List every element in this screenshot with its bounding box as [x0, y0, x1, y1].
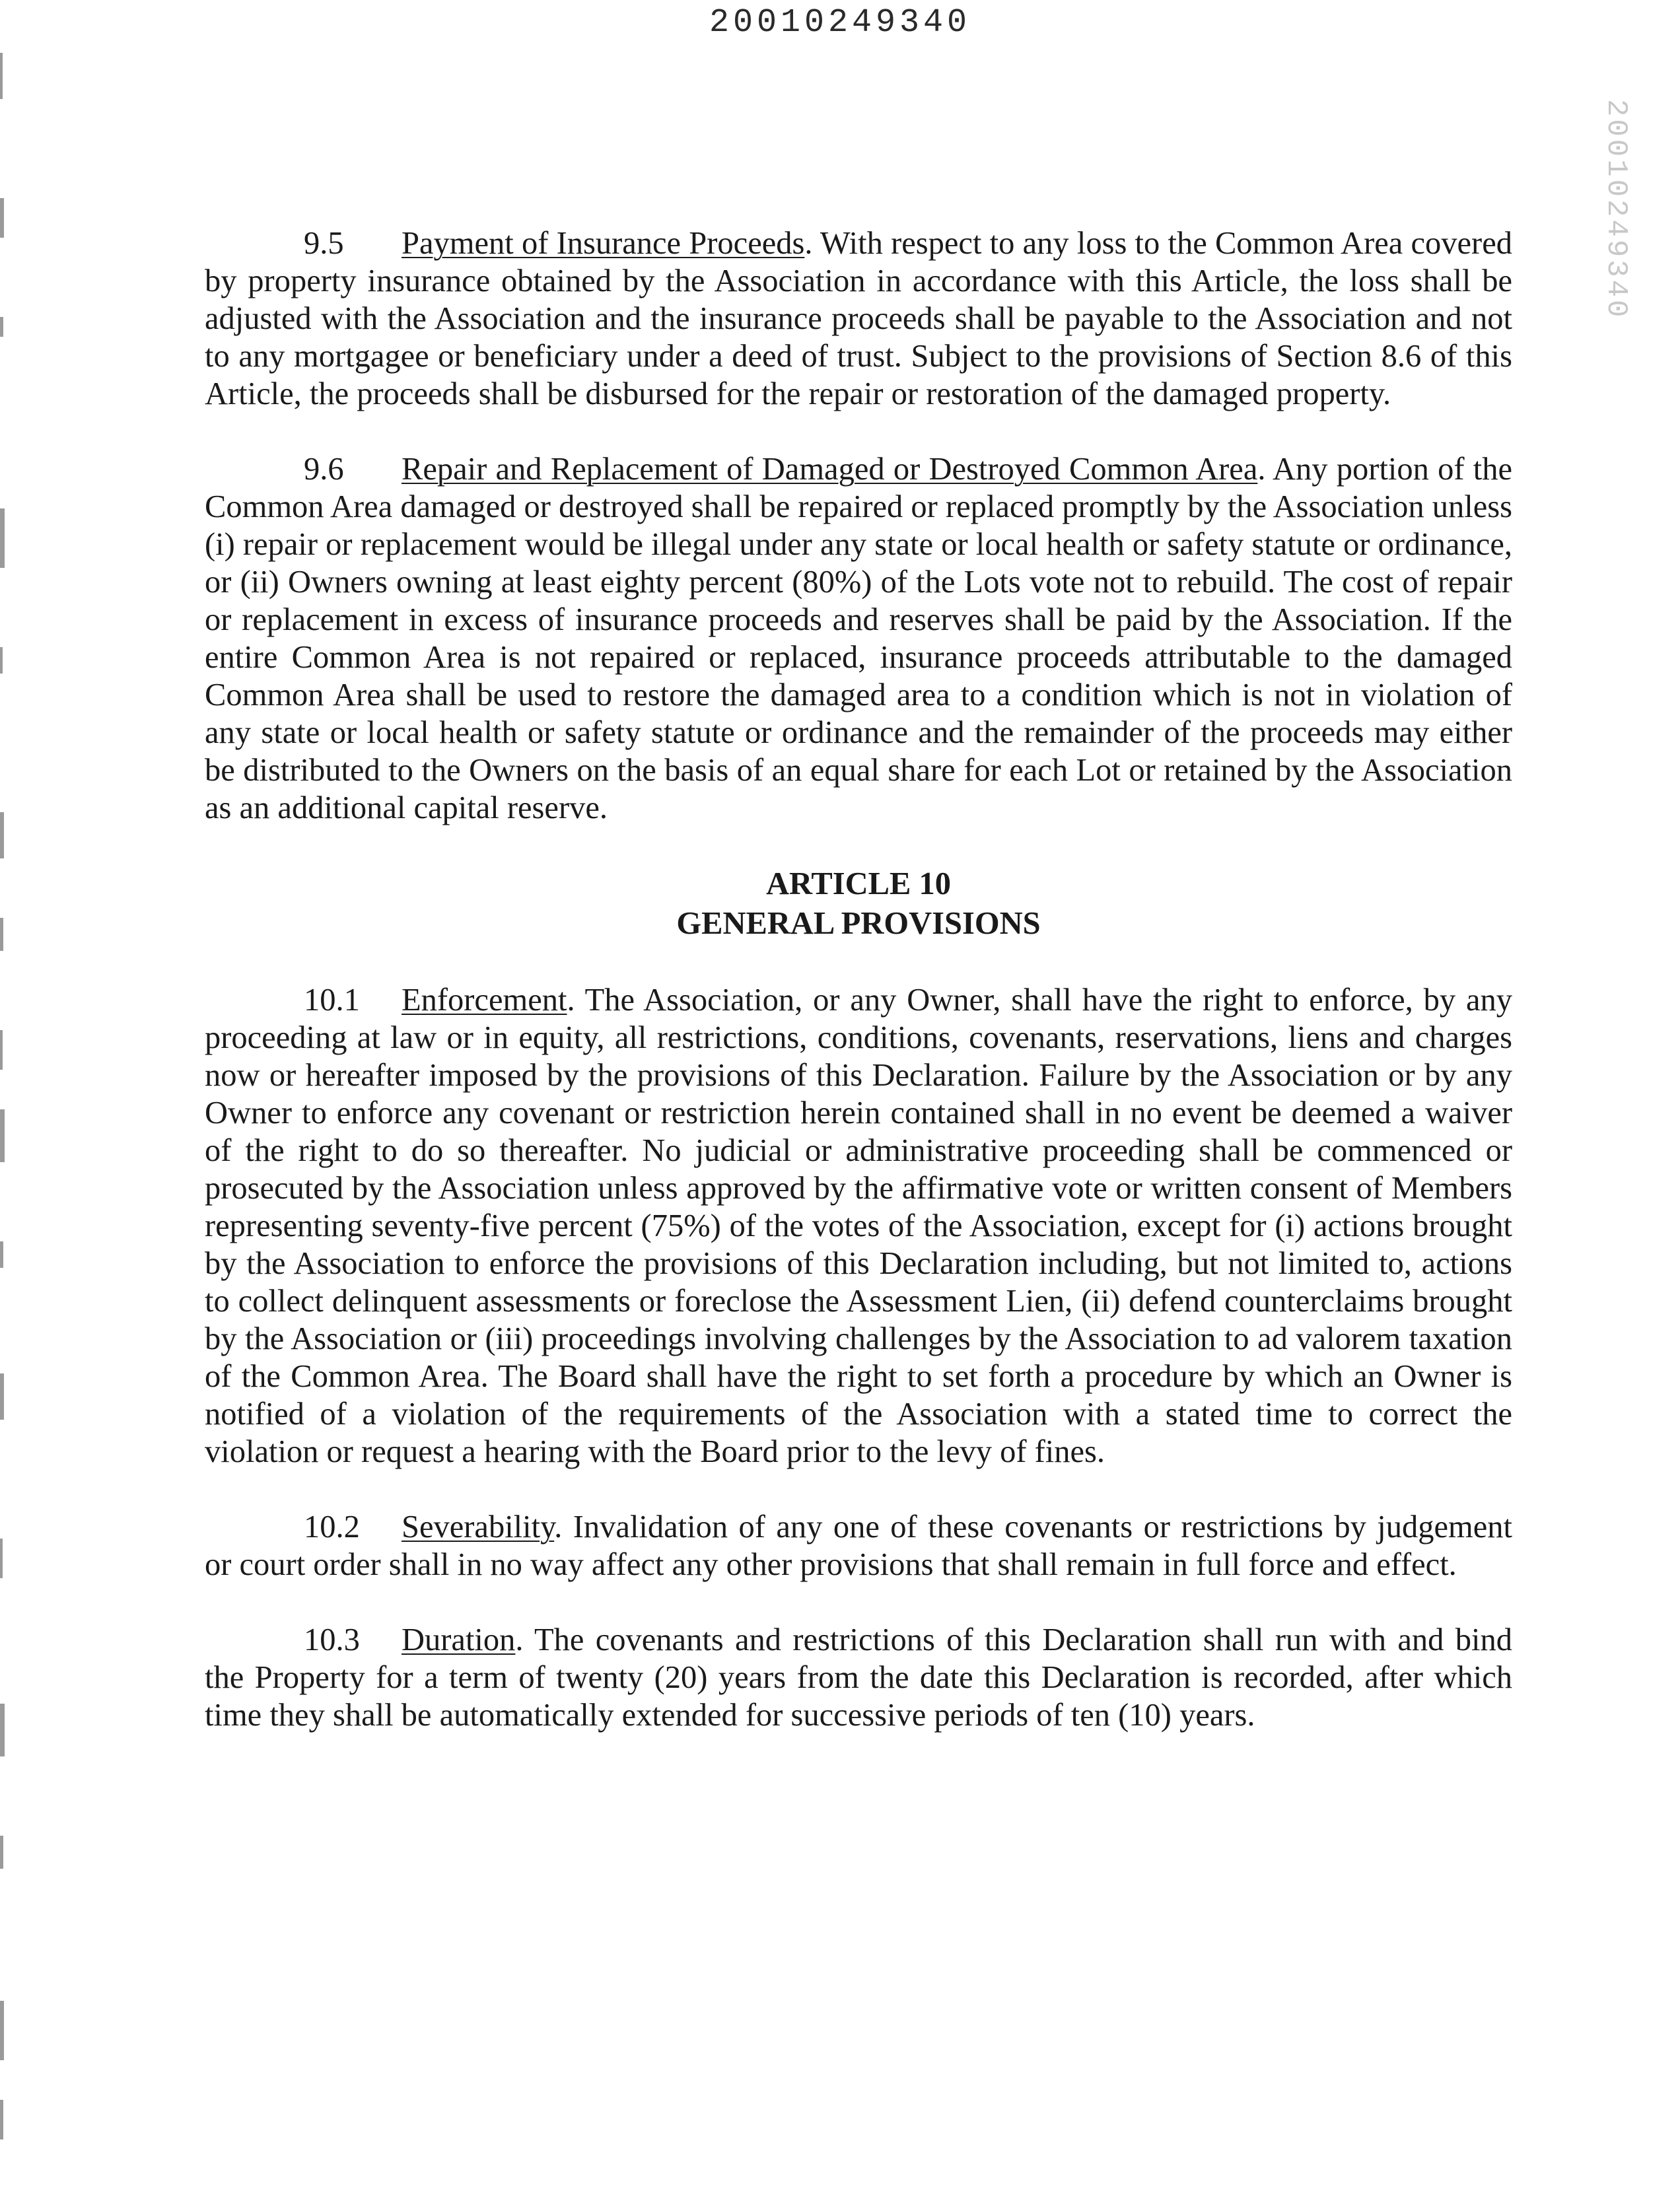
section-title: Duration — [402, 1622, 516, 1657]
scan-edge-artifacts — [0, 0, 22, 2187]
section-number: 10.1 — [304, 983, 360, 1018]
section-title: Severability — [402, 1510, 555, 1545]
section-title: Enforcement — [402, 983, 567, 1018]
side-stamp-text: 20010249340 — [1599, 99, 1632, 320]
section-9-5 — [205, 225, 1512, 413]
section-10-3 — [205, 1621, 1512, 1734]
section-number: 9.6 — [304, 452, 344, 487]
section-text: . The Association, or any Owner, shall have the right to enforce, by any proceeding at law or in equity, all restrictions, conditions, covenants, reservations, liens and charges now or hereafter imposed by the provisions of this Declaration. Failure by the Association or by any Owner to enforce any covenant or restriction herein contained shall in no event be deemed a waiver of the right to do so thereafter. No judicial or administrative proceeding shall be commenced or prosecuted by the Association unless approved by the affirmative vote or written consent of Members representing seventy-five percent (75%) of the votes of the Association, except for (i) actions brought by the Association to enforce the provisions of this Declaration including, but not limited to, actions to collect delinquent assessments or foreclose the Assessment Lien, (ii) defend counterclaims brought by the Association or (iii) proceedings involving challenges by the Association to ad valorem taxation of the Common Area. The Board shall have the right to set forth a procedure by which an Owner is notified of a violation of the requirements of the Association with a stated time to correct the violation or request a hearing with the Board prior to the levy of fines. — [205, 983, 1512, 1469]
section-9-6 — [205, 450, 1512, 827]
section-title: Payment of Insurance Proceeds — [402, 226, 805, 261]
section-10-2 — [205, 1508, 1512, 1583]
document-number: 20010249340 — [709, 4, 971, 42]
document-body — [205, 225, 1512, 1772]
section-number: 9.5 — [304, 226, 344, 261]
article-number: ARTICLE 10 — [766, 866, 951, 901]
section-text: . The covenants and restrictions of this Declaration shall run with and bind the Property for a term of twenty (20) years from the date this Declaration is recorded, after which time they shall be automatically extended for successive periods of ten (10) years. — [205, 1622, 1512, 1733]
side-recording-stamp — [1584, 99, 1636, 320]
section-number: 10.3 — [304, 1622, 360, 1657]
article-title: GENERAL PROVISIONS — [676, 906, 1041, 941]
article-heading — [205, 864, 1512, 944]
section-text: . Invalidation of any one of these covenants or restrictions by judgement or court order shall in no way affect any other provisions that shall remain in full force and effect. — [205, 1510, 1512, 1582]
section-title: Repair and Replacement of Damaged or Destroyed Common Area — [402, 452, 1258, 487]
section-text: . With respect to any loss to the Common Area covered by property insurance obtained by the Association in accordance with this Article, the loss shall be adjusted with the Association and the insurance proceeds shall be payable to the Association and not to any mortgagee or beneficiary under a deed of trust. Subject to the provisions of Section 8.6 of this Article, the proceeds shall be disbursed for the repair or restoration of the damaged property. — [205, 226, 1512, 411]
section-text: . Any portion of the Common Area damaged or destroyed shall be repaired or replaced promptly by the Association unless (i) repair or replacement would be illegal under any state or local health or safety statute or ordinance, or (ii) Owners owning at least eighty percent (80%) of the Lots vote not to rebuild. The cost of repair or replacement in excess of insurance proceeds and reserves shall be paid by the Association. If the entire Common Area is not repaired or replaced, insurance proceeds attributable to the damaged Common Area shall be used to restore the damaged area to a condition which is not in violation of any state or local health or safety statute or ordinance and the remainder of the proceeds may either be distributed to the Owners on the basis of an equal share for each Lot or retained by the Association as an additional capital reserve. — [205, 452, 1512, 825]
section-10-1 — [205, 981, 1512, 1471]
section-number: 10.2 — [304, 1510, 360, 1545]
